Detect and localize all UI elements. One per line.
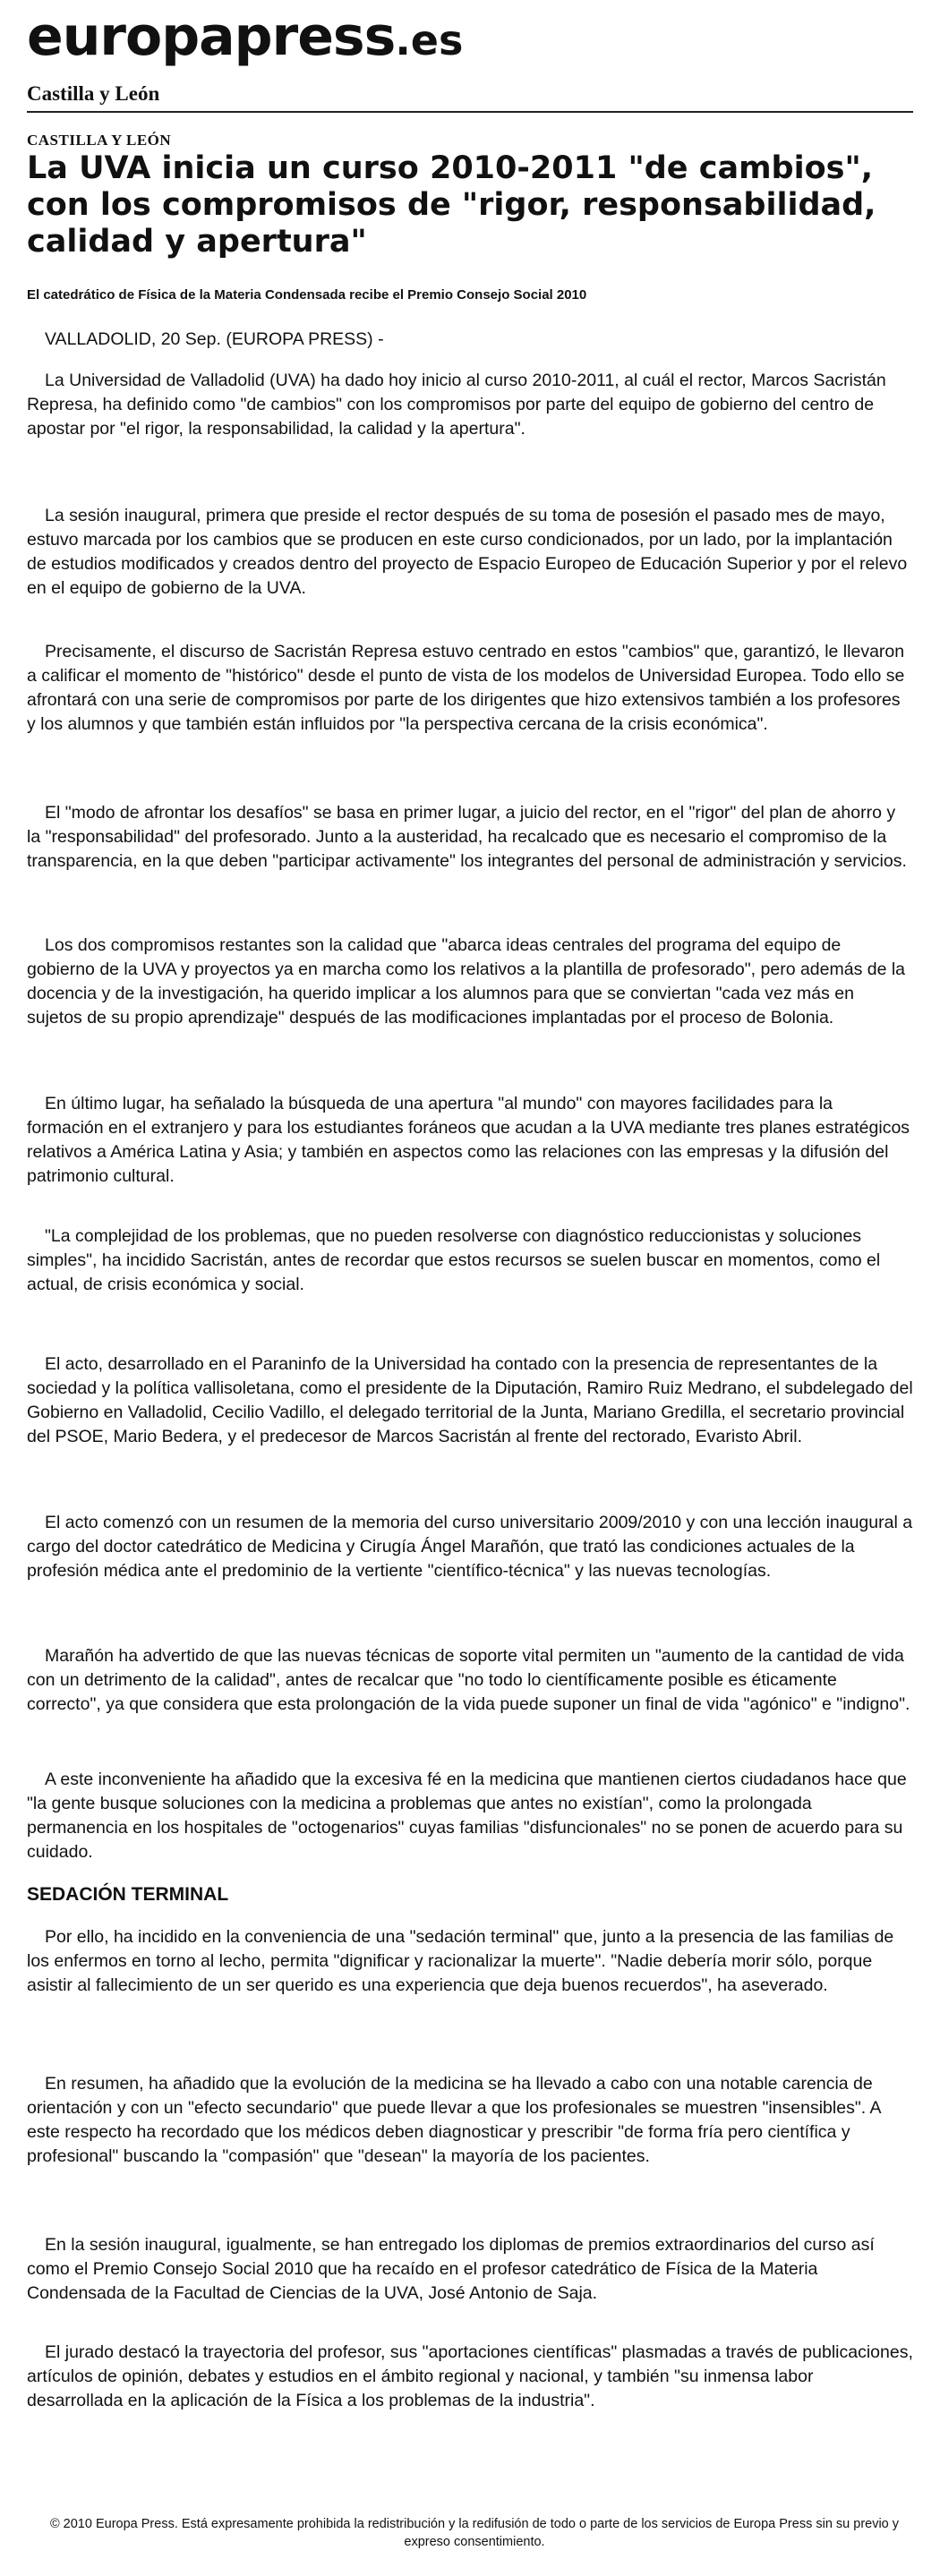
paragraph-text: Los dos compromisos restantes son la calidad que "abarca ideas centrales del programa del equipo de gobierno de la UVA y proyectos ya en marcha como los relativos a la plantilla de profesorado", pero además de la docencia y de la investigación, ha querido implicar a los alumnos para que se conviertan "cada vez más en sujetos de su propio aprendizaje" después de las modificaciones implantadas por el proceso de Bolonia. <box>27 935 906 1028</box>
article-paragraph <box>27 1644 913 1717</box>
article-paragraph <box>27 369 913 441</box>
article-paragraph <box>27 2341 913 2413</box>
article-headline: La UVA inicia un curso 2010-2011 "de cambios", con los compromisos de "rigor, responsabilidad, calidad y apertura" <box>27 150 876 260</box>
paragraph-text: "La complejidad de los problemas, que no pueden resolverse con diagnóstico reduccionistas y soluciones simples", ha incidido Sacristán, antes de recordar que estos recursos se suelen buscar en momentos, como el actual, de crisis económica y social. <box>27 1226 881 1294</box>
section-heading: SEDACIÓN TERMINAL <box>27 1884 229 1905</box>
paragraph-text: En último lugar, ha señalado la búsqueda de una apertura "al mundo" con mayores facilidades para la formación en el extranjero y para los estudiantes foráneos que acudan a la UVA mediante tres planes estratégicos relativos a América Latina y Asia; y también en aspectos como las relaciones con las empresas y la difusión del patrimonio cultural. <box>27 1094 910 1186</box>
copyright-footer: © 2010 Europa Press. Está expresamente prohibida la redistribución y la redifusión de todo o parte de los servicios de Europa Press sin su previo y expreso consentimiento. <box>49 2517 900 2549</box>
article-paragraph <box>27 504 913 601</box>
section-label: Castilla y León <box>27 82 160 105</box>
paragraph-text: El acto, desarrollado en el Paraninfo de la Universidad ha contado con la presencia de representantes de la sociedad y la política vallisoletana, como el presidente de la Diputación, Ramiro Ruiz Medrano, el subdelegado del Gobierno en Valladolid, Cecilio Vadillo, el delegado territorial de la Junta, Mariano Gredilla, el secretario provincial del PSOE, Mario Bedera, y el predecesor de Marcos Sacristán al frente del rectorado, Evaristo Abril. <box>27 1354 913 1446</box>
article-paragraph <box>27 1092 913 1189</box>
section-divider <box>27 111 913 113</box>
paragraph-text: A este inconveniente ha añadido que la excesiva fé en la medicina que mantienen ciertos ciudadanos hace que "la gente busque soluciones con la medicina a problemas que antes no existían", como la prolongada permanencia en los hospitales de "octogenarios" cuyas familias "disfuncionales" no se ponen de acuerdo para su cuidado. <box>27 1770 907 1862</box>
paragraph-text: En la sesión inaugural, igualmente, se han entregado los diplomas de premios extraordinarios del curso así como el Premio Consejo Social 2010 que ha recaído en el profesor catedrático de Física de la Materia Condensada de la Facultad de Ciencias de la UVA, José Antonio de Saja. <box>27 2235 875 2303</box>
paragraph-text: El "modo de afrontar los desafíos" se basa en primer lugar, a juicio del rector, en el "rigor" del plan de ahorro y la "responsabilidad" del profesorado. Junto a la austeridad, ha recalcado que es necesario el compromiso de la transparencia, en la que deben "participar activamente" los integrantes del personal de administración y servicios. <box>27 803 907 871</box>
paragraph-text: El jurado destacó la trayectoria del profesor, sus "aportaciones científicas" plasmadas a través de publicaciones, artículos de opinión, debates y estudios en el ámbito regional y nacional, y también "su inmensa labor desarrollada en la aplicación de la Física a los problemas de la industria". <box>27 2342 913 2410</box>
paragraph-text: El acto comenzó con un resumen de la memoria del curso universitario 2009/2010 y con una lección inaugural a cargo del doctor catedrático de Medicina y Cirugía Ángel Marañón, que trató las condiciones actuales de la profesión médica ante el predominio de la vertiente "científico-técnica" y las nuevas tecnologías. <box>27 1513 913 1581</box>
article-paragraph <box>27 1224 913 1297</box>
logo-wordmark: europapress <box>27 5 396 68</box>
article-kicker: CASTILLA Y LEÓN <box>27 132 172 149</box>
article-subhead: El catedrático de Física de la Materia Condensada recibe el Premio Consejo Social 2010 <box>27 287 587 303</box>
paragraph-text: En resumen, ha añadido que la evolución de la medicina se ha llevado a cabo con una notable carencia de orientación y con un "efecto secundario" que puede llevar a que los profesionales se muestren "insensibles". A este respecto ha recordado que los médicos deben diagnosticar y prescribir "de forma fría pero científica y profesional" buscando la "compasión" que "desean" la mayoría de los pacientes. <box>27 2074 881 2166</box>
article-paragraph <box>27 801 913 874</box>
paragraph-text: La sesión inaugural, primera que preside el rector después de su toma de posesión el pasado mes de mayo, estuvo marcada por los cambios que se producen en este curso condicionados, por un lado, por la implantación de estudios modificados y creados dentro del proyecto de Espacio Europeo de Educación Superior y por el relevo en el equipo de gobierno de la UVA. <box>27 506 908 598</box>
paragraph-text: La Universidad de Valladolid (UVA) ha dado hoy inicio al curso 2010-2011, al cuál el rector, Marcos Sacristán Represa, ha definido como "de cambios" con los compromisos por parte del equipo de gobierno del centro de apostar por "el rigor, la responsabilidad, la calidad y la apertura". <box>27 371 886 439</box>
article-paragraph <box>27 2072 913 2169</box>
article-dateline: VALLADOLID, 20 Sep. (EUROPA PRESS) - <box>45 329 384 349</box>
paragraph-text: Precisamente, el discurso de Sacristán Represa estuvo centrado en estos "cambios" que, garantizó, le llevaron a calificar el momento de "histórico" desde el punto de vista de los modelos de Universidad Europea. Todo ello se afrontará con una serie de compromisos por parte de los dirigentes que hizo extensivos también a los profesores y los alumnos y que también están influidos por "la perspectiva cercana de la crisis económica". <box>27 642 905 734</box>
article-paragraph <box>27 1925 913 1998</box>
article-paragraph <box>27 2233 913 2306</box>
article-paragraph <box>27 640 913 737</box>
paragraph-text: Por ello, ha incidido en la conveniencia de una "sedación terminal" que, junto a la presencia de las familias de los enfermos en torno al lecho, permita "dignificar y racionalizar la muerte". "Nadie debería morir sólo, porque asistir al fallecimiento de un ser querido es una experiencia que deja buenos recuerdos", ha aseverado. <box>27 1927 894 1995</box>
logo-domain: .es <box>395 16 464 64</box>
article-paragraph <box>27 1768 913 1864</box>
article-paragraph <box>27 934 913 1030</box>
article-paragraph <box>27 1511 913 1583</box>
paragraph-text: Marañón ha advertido de que las nuevas técnicas de soporte vital permiten un "aumento de la cantidad de vida con un detrimento de la calidad", antes de recalcar que "no todo lo científicamente posible es éticamente correcto", ya que considera que esta prolongación de la vida puede suponer un final de vida "agónico" e "indigno". <box>27 1646 910 1714</box>
europapress-logo <box>27 2 463 72</box>
article-paragraph <box>27 1352 913 1449</box>
